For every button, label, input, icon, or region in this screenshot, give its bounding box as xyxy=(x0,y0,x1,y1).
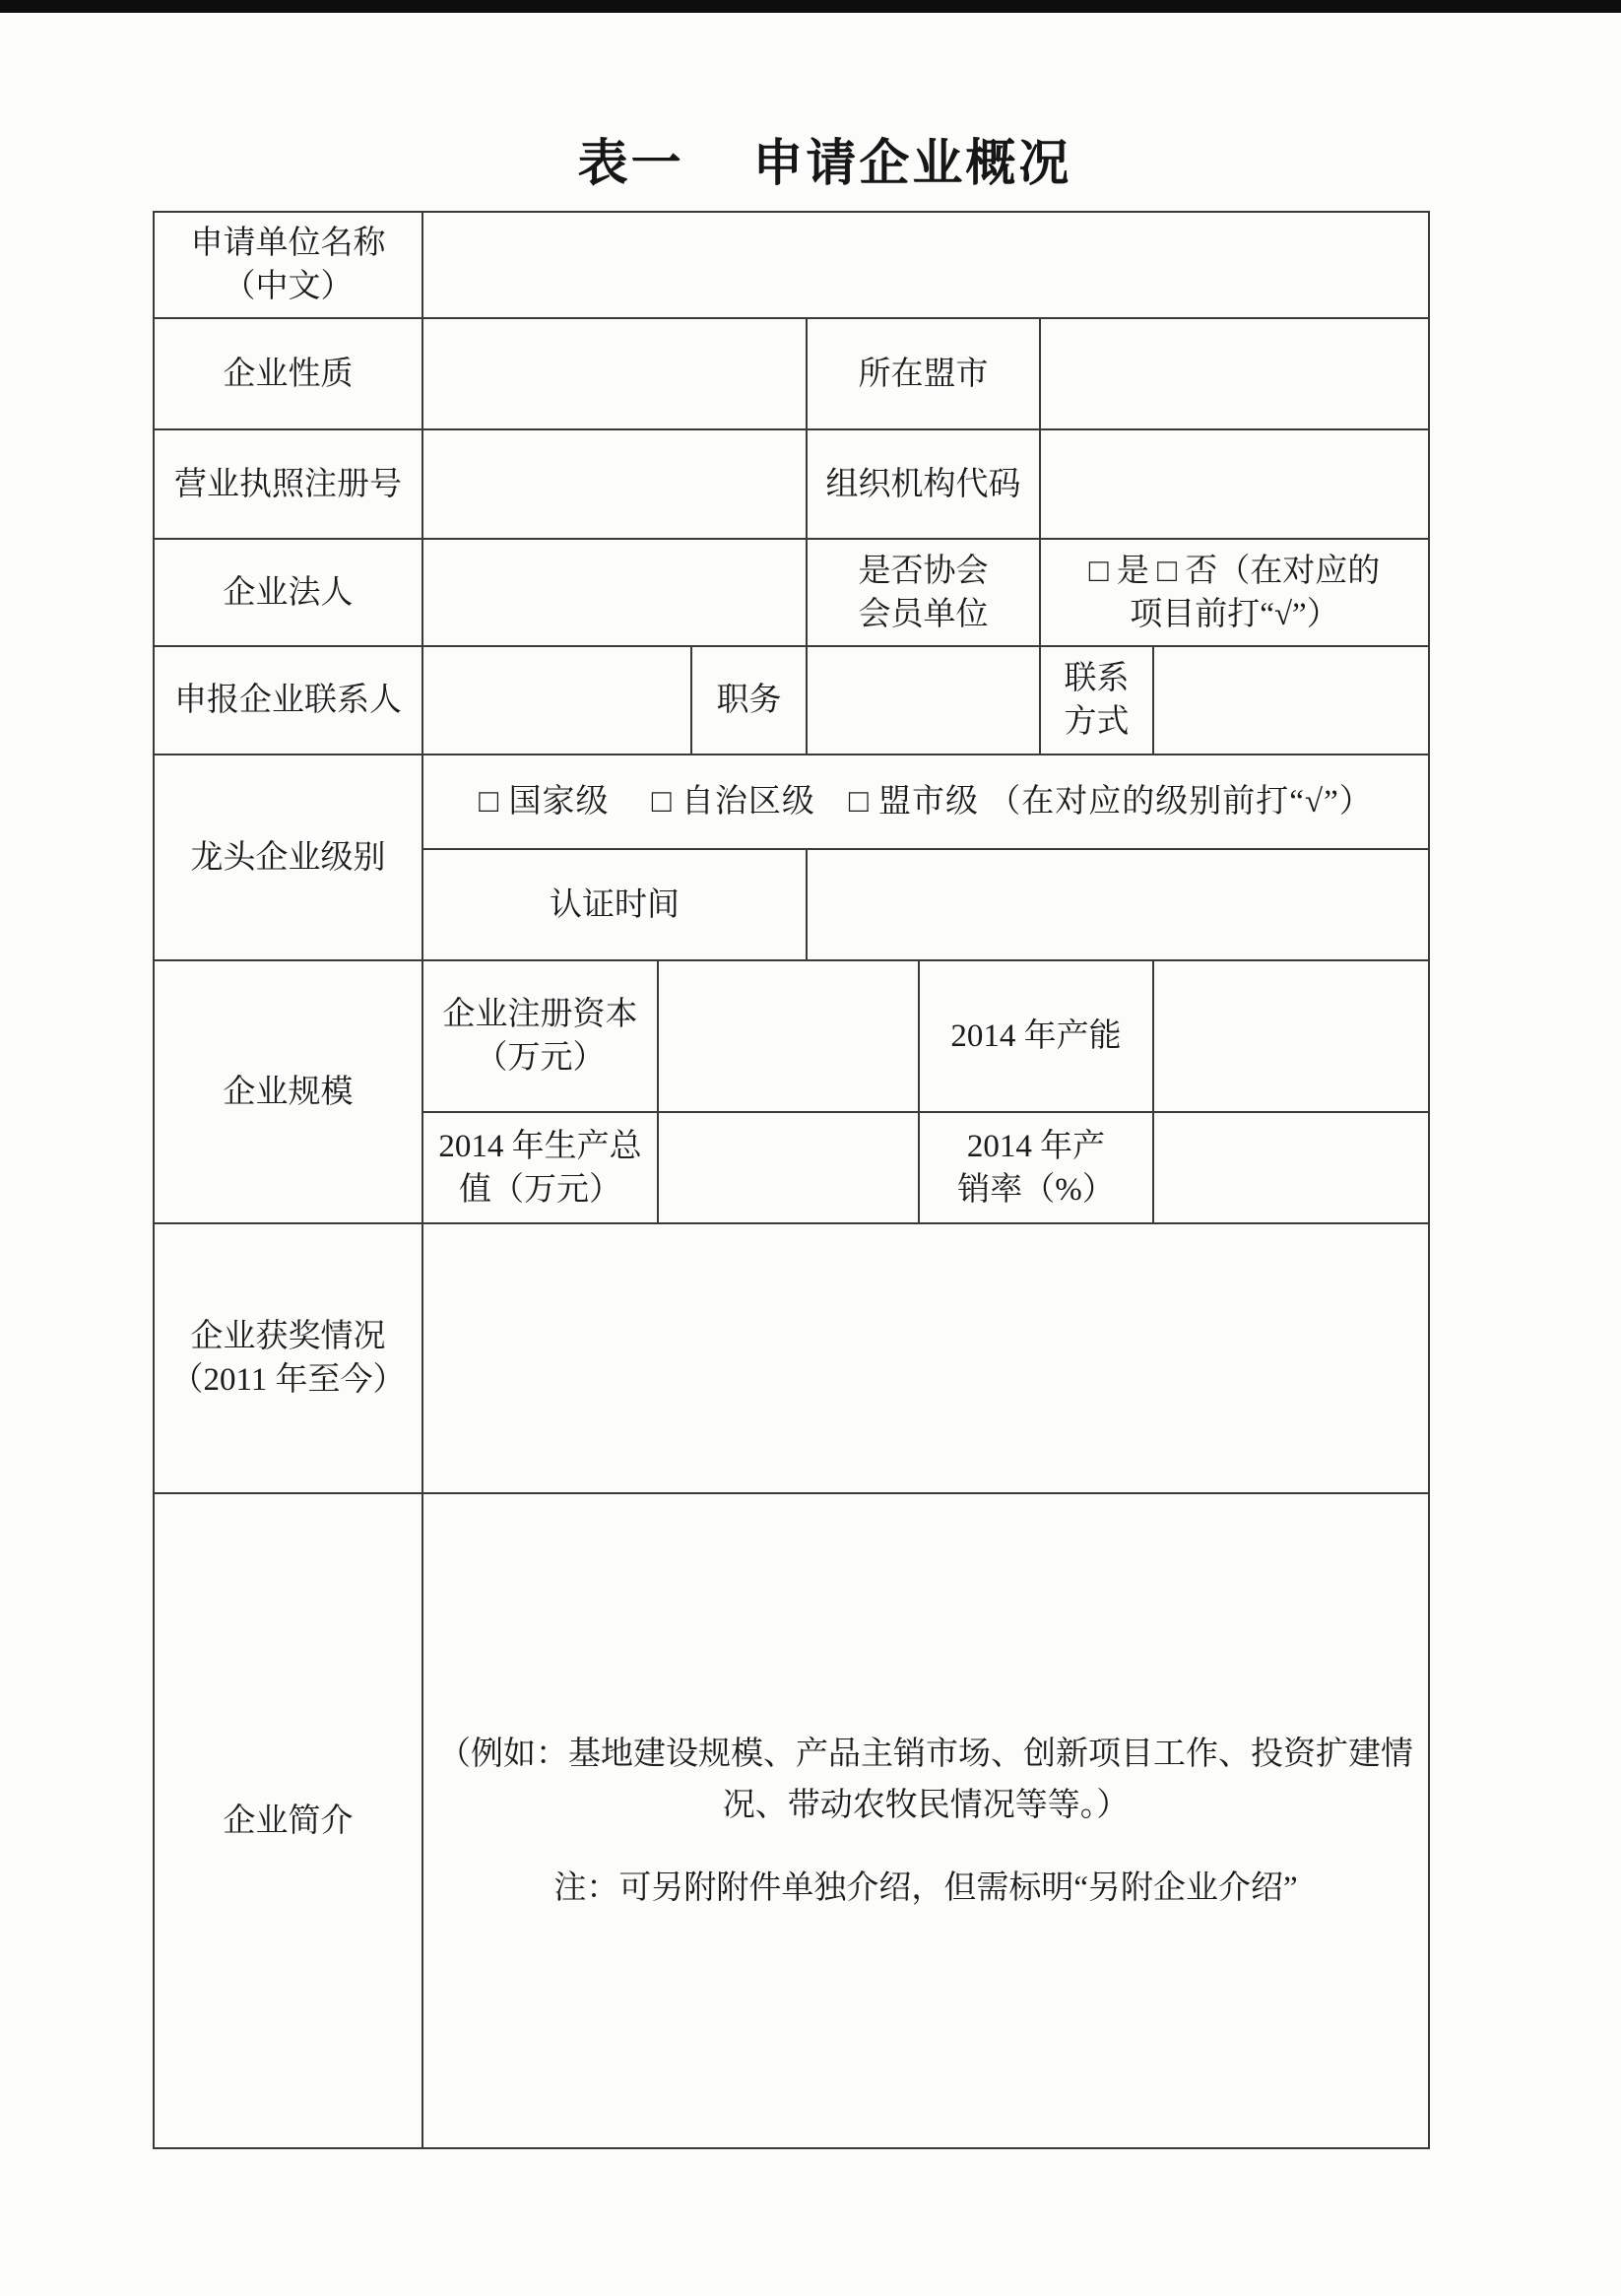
label-awards-line1: 企业获奖情况 xyxy=(190,1319,386,1354)
value-capacity-2014 xyxy=(1153,960,1429,1112)
value-profile xyxy=(422,1493,1429,2148)
label-sales-rate-line2: 销率（%） xyxy=(957,1171,1115,1208)
label-org-code: 组织机构代码 xyxy=(807,429,1040,539)
label-scale: 企业规模 xyxy=(154,960,422,1223)
value-applicant-name xyxy=(422,212,1429,318)
label-assoc-member xyxy=(807,539,1040,646)
value-legal-person xyxy=(422,539,807,646)
checkbox-option-yes-no-line1: □ 是 □ 否（在对应的 xyxy=(1088,553,1381,589)
label-assoc-member-line1: 是否协会 xyxy=(858,553,989,589)
row-profile xyxy=(154,1493,1429,2148)
value-awards xyxy=(422,1223,1429,1493)
row-contact xyxy=(154,646,1429,754)
value-nature xyxy=(422,318,807,429)
label-applicant-name-line2: （中文） xyxy=(223,269,354,304)
page-title: 表一 申请企业概况 xyxy=(577,137,1072,192)
row-awards xyxy=(154,1223,1429,1493)
scan-artifact-bar xyxy=(0,0,1621,13)
label-reg-capital-line2: （万元） xyxy=(475,1040,606,1076)
value-output-2014 xyxy=(658,1112,919,1223)
row-applicant-name xyxy=(154,212,1429,318)
row-scale-1 xyxy=(154,960,1429,1112)
checkbox-options-assoc-member xyxy=(1040,539,1429,646)
value-sales-rate-2014 xyxy=(1153,1112,1429,1223)
label-assoc-member-line2: 会员单位 xyxy=(858,596,989,632)
row-leading-level-options xyxy=(154,754,1429,849)
label-output-2014-line1: 2014 年生产总 xyxy=(438,1128,642,1164)
label-legal-person: 企业法人 xyxy=(154,539,422,646)
profile-hint-line1: （例如：基地建设规模、产品主销市场、创新项目工作、投资扩建情 xyxy=(438,1736,1413,1772)
value-contact xyxy=(422,646,691,754)
label-output-2014 xyxy=(422,1112,658,1223)
label-awards-line2: （2011 年至今） xyxy=(170,1362,406,1398)
row-license xyxy=(154,429,1429,539)
label-position: 职务 xyxy=(691,646,807,754)
label-contact-way xyxy=(1040,646,1153,754)
value-contact-way xyxy=(1153,646,1429,754)
value-org-code xyxy=(1040,429,1429,539)
label-contact-way-line2: 方式 xyxy=(1064,704,1130,740)
label-league-city: 所在盟市 xyxy=(807,318,1040,429)
label-license-no: 营业执照注册号 xyxy=(154,429,422,539)
profile-hint xyxy=(429,1729,1422,1831)
label-sales-rate-2014 xyxy=(919,1112,1153,1223)
value-position xyxy=(807,646,1040,754)
value-cert-time xyxy=(807,849,1429,960)
label-applicant-name-line1: 申请单位名称 xyxy=(190,226,386,261)
checkbox-options-leading-level: □ 国家级 □ 自治区级 □ 盟市级 （在对应的级别前打“√”） xyxy=(422,754,1429,849)
value-license-no xyxy=(422,429,807,539)
label-contact-way-line1: 联系 xyxy=(1064,661,1130,696)
label-capacity-2014: 2014 年产能 xyxy=(919,960,1153,1112)
label-applicant-name xyxy=(154,212,422,318)
profile-hint-line2: 况、带动农牧民情况等等。） xyxy=(722,1787,1130,1823)
enterprise-overview-table xyxy=(153,211,1430,2149)
value-reg-capital xyxy=(658,960,919,1112)
checkbox-option-yes-no-line2: 项目前打“√”） xyxy=(1130,596,1339,632)
profile-note: 注：可另附附件单独介绍，但需标明“另附企业介绍” xyxy=(553,1870,1298,1906)
label-awards xyxy=(154,1223,422,1493)
row-nature xyxy=(154,318,1429,429)
label-leading-level: 龙头企业级别 xyxy=(154,754,422,960)
label-sales-rate-line1: 2014 年产 xyxy=(966,1128,1106,1164)
value-league-city xyxy=(1040,318,1429,429)
label-profile: 企业简介 xyxy=(154,1493,422,2148)
row-legal-person xyxy=(154,539,1429,646)
label-reg-capital-line1: 企业注册资本 xyxy=(442,997,638,1032)
label-contact: 申报企业联系人 xyxy=(154,646,422,754)
label-cert-time: 认证时间 xyxy=(422,849,807,960)
label-reg-capital xyxy=(422,960,658,1112)
label-nature: 企业性质 xyxy=(154,318,422,429)
label-output-2014-line2: 值（万元） xyxy=(459,1171,621,1208)
